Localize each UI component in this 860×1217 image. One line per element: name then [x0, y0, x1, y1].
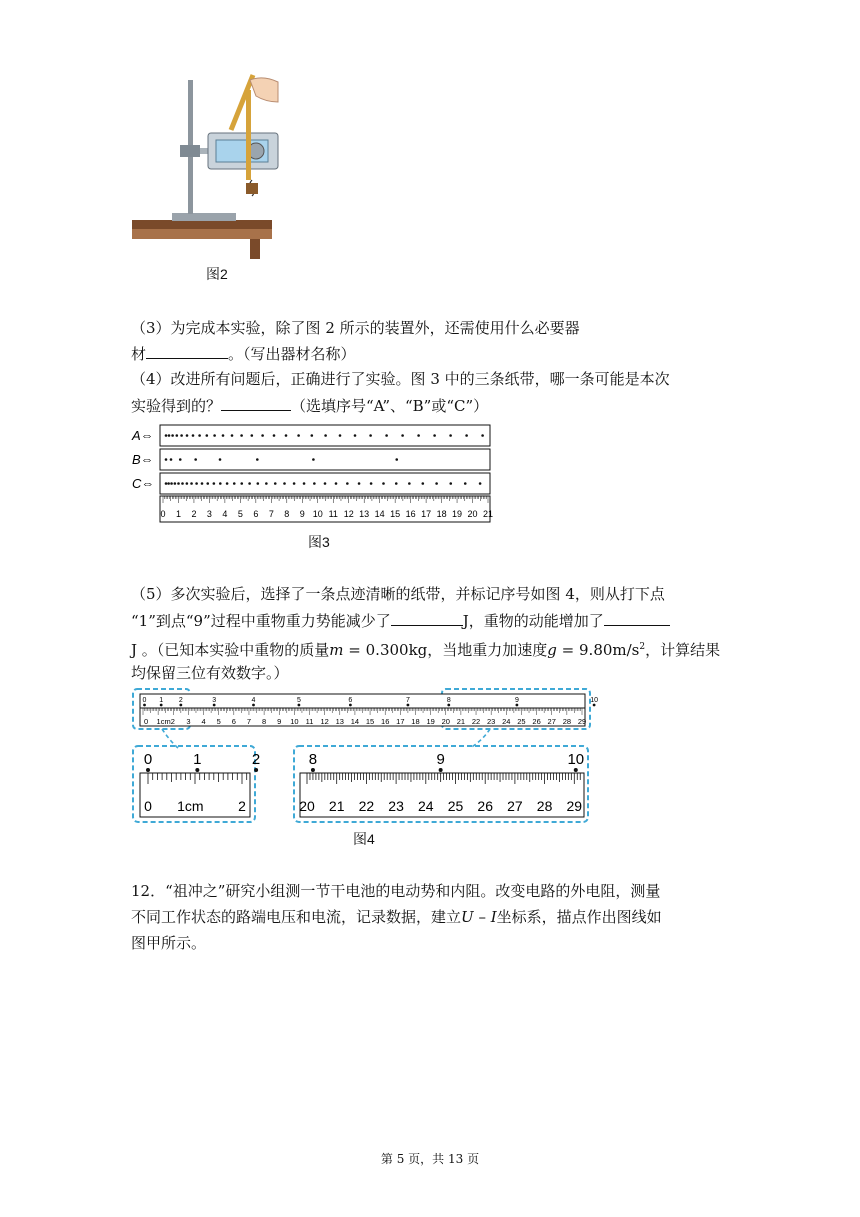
zoom-scale-number: 0 — [144, 798, 152, 814]
tape-dot — [176, 434, 179, 437]
tape-dot — [256, 458, 259, 461]
ruler-number: 3 — [206, 509, 212, 519]
figure4-ruler — [130, 686, 599, 826]
zoom-scale-number: 1cm — [177, 798, 204, 814]
tape-dot — [192, 434, 195, 437]
tape-point — [593, 704, 596, 707]
tape-dot — [481, 434, 484, 437]
tape-dot — [433, 434, 436, 437]
tape-point — [298, 704, 301, 707]
tape-dot — [170, 482, 173, 485]
ruler-number: 20 — [467, 509, 478, 519]
tape-dot — [226, 482, 229, 485]
ruler-number: 18 — [411, 717, 420, 726]
zoom-scale-number: 24 — [418, 798, 434, 814]
tape-dot — [177, 482, 180, 485]
q5-line3 — [131, 636, 720, 661]
tape-dot — [283, 482, 286, 485]
q4-line1: （4）改进所有问题后，正确进行了实验。图 3 中的三条纸带，哪一条可能是本次 — [131, 370, 670, 388]
tape-dot — [358, 482, 361, 485]
ruler-number: 16 — [381, 717, 390, 726]
tape-dot — [171, 434, 174, 437]
tape-dot — [435, 482, 438, 485]
ruler-number: 28 — [562, 717, 572, 726]
tape-dot — [382, 482, 385, 485]
q5-line4: 均保留三位有效数字。） — [131, 664, 289, 682]
tape-label: A⇔ — [132, 428, 154, 443]
tape-dot — [339, 434, 342, 437]
ruler-number: 11 — [305, 717, 314, 726]
tape-dot — [335, 482, 338, 485]
ruler-number: 4 — [222, 509, 228, 519]
tape-dot — [313, 482, 316, 485]
tape-dot — [354, 434, 357, 437]
ruler-number: 24 — [502, 717, 511, 726]
tape-dot — [206, 482, 209, 485]
ruler-number: 6 — [253, 509, 259, 519]
zoom-scale-number: 23 — [388, 798, 404, 814]
tape-dot — [240, 482, 243, 485]
ruler-number: 10 — [290, 717, 299, 726]
tape-dot — [222, 434, 225, 437]
tape-point-label: 0 — [142, 697, 147, 704]
tape-label: B⇔ — [132, 452, 154, 467]
ruler-number: 23 — [487, 717, 496, 726]
ruler-number: 17 — [396, 717, 405, 726]
tape-point — [252, 704, 255, 707]
tape-point-label: 2 — [178, 697, 183, 704]
ruler-number: 3 — [186, 717, 191, 726]
ruler-number: 25 — [517, 717, 526, 726]
tape-point — [516, 704, 519, 707]
ruler-number: 0 — [160, 509, 166, 519]
tape-point-label: 6 — [348, 697, 353, 704]
ruler-number: 8 — [262, 717, 267, 726]
tape-point — [160, 704, 163, 707]
tape-dot — [170, 458, 173, 461]
tape-dot — [248, 482, 251, 485]
q4-line2-pre: 实验得到的？ — [131, 397, 222, 415]
q3-line1: （3）为完成本实验，除了图 2 所示的装置外，还需使用什么必要器 — [131, 319, 580, 337]
tape-dot — [219, 482, 222, 485]
tape-dot — [449, 482, 452, 485]
ruler-number: 14 — [374, 509, 385, 519]
q4-line2 — [131, 394, 488, 417]
tape-dot — [464, 482, 467, 485]
tape-point-label: 8 — [446, 697, 451, 704]
tape-dot — [251, 434, 254, 437]
tape-dot — [213, 434, 216, 437]
tape-dot — [195, 482, 198, 485]
ruler-number: 19 — [452, 509, 463, 519]
q5-blank-potential[interactable] — [391, 609, 463, 626]
tape-dot — [165, 458, 168, 461]
ruler-number: 20 — [441, 717, 450, 726]
zoom-point-label: 9 — [436, 751, 445, 768]
tape-b — [160, 449, 490, 470]
tape-point-label: 3 — [212, 697, 217, 704]
tape-point-label: 4 — [251, 697, 256, 704]
tape-dot — [297, 434, 300, 437]
tape-point-label: 1 — [159, 697, 164, 704]
zoom-scale-number: 25 — [447, 798, 464, 814]
q5-line1: （5）多次实验后，选择了一条点迹清晰的纸带，并标记序号如图 4，则从打下点 — [131, 585, 665, 603]
var-U: U — [461, 908, 474, 926]
zoom-point — [254, 768, 258, 772]
var-dash: – — [473, 908, 491, 926]
mass-value: = 0.300kg — [343, 641, 428, 659]
tape-dot — [190, 482, 193, 485]
zoom-scale-number: 20 — [299, 798, 315, 814]
ruler-number: 16 — [405, 509, 416, 519]
tape-dot — [168, 434, 171, 437]
tape-dot — [422, 482, 425, 485]
ruler-number: 21 — [482, 509, 494, 519]
ruler-number: 9 — [299, 509, 305, 519]
q3-line2-post: 。（写出器材名称） — [228, 345, 356, 363]
tape-dot — [257, 482, 260, 485]
q5-line2-pre: “1”到点“9”过程中重物重力势能减少了 — [131, 612, 391, 630]
zoom-scale-number: 28 — [536, 798, 553, 814]
g-variable: g — [547, 641, 557, 659]
tape-dot — [206, 434, 209, 437]
q4-answer-blank[interactable] — [221, 394, 291, 411]
q12-line1: 12．“祖冲之”研究小组测一节干电池的电动势和内阻。改变电路的外电阻，测量 — [131, 882, 661, 900]
tape-point — [143, 704, 146, 707]
q3-line2-pre: 材 — [131, 345, 147, 363]
ruler-number: 5 — [237, 509, 243, 519]
zoom-point — [574, 768, 578, 772]
tape-dot — [324, 482, 327, 485]
tape-point-label: 7 — [405, 697, 410, 704]
tape-dot — [198, 434, 201, 437]
tape-dot — [312, 458, 315, 461]
q5-line3-mid: ，当地重力加速度 — [427, 641, 548, 659]
tape-dot — [369, 434, 372, 437]
ruler-number: 12 — [343, 509, 354, 519]
tape-dot — [233, 482, 236, 485]
zoom-point — [311, 768, 315, 772]
ruler-number: 27 — [547, 717, 556, 726]
q5-line3-pre: J 。（已知本实验中重物的质量 — [131, 641, 330, 659]
zoom-point-label: 8 — [308, 751, 318, 768]
figure2-caption: 图2 — [206, 266, 228, 282]
tape-point — [213, 704, 216, 707]
ruler-number: 22 — [471, 717, 481, 726]
tape-dot — [181, 482, 184, 485]
ruler-number: 2 — [191, 509, 197, 519]
ruler-number: 19 — [426, 717, 435, 726]
zoom-point-label: 10 — [567, 751, 585, 768]
tape-point — [447, 704, 450, 707]
ruler-number: 12 — [320, 717, 329, 726]
var-I: I — [490, 908, 497, 926]
tape-dot — [273, 434, 276, 437]
ruler-number: 0 — [143, 717, 149, 726]
tape-point — [179, 704, 182, 707]
ruler-number: 15 — [390, 509, 401, 519]
zoom-point-label: 1 — [193, 751, 202, 768]
ruler-number: 7 — [246, 717, 252, 726]
figure2-apparatus — [128, 70, 278, 265]
tape-dot — [285, 434, 288, 437]
ruler-number: 17 — [421, 509, 432, 519]
q12-line3: 图甲所示。 — [131, 934, 207, 952]
ruler-number: 15 — [365, 717, 375, 726]
tape-dot — [324, 434, 327, 437]
zoom-scale-number: 29 — [566, 798, 583, 814]
figure3-tapes — [130, 420, 495, 525]
zoom-scale-number: 21 — [328, 798, 345, 814]
tape-dot — [201, 482, 204, 485]
q4-line2-post: （选填序号“A”、“B”或“C”） — [291, 397, 489, 415]
tape-point-label: 10 — [590, 697, 599, 704]
tape-dot — [174, 482, 177, 485]
tape-point-label: 5 — [296, 697, 301, 704]
tape-dot — [186, 482, 189, 485]
tape-dot — [165, 434, 168, 437]
tape-dot — [179, 458, 182, 461]
ruler-number: 9 — [277, 717, 282, 726]
tape-point — [349, 704, 352, 707]
zoom-point — [146, 768, 150, 772]
ruler-number: 1 — [175, 509, 181, 519]
zoom-scale-number: 2 — [238, 798, 246, 814]
tape-dot — [408, 482, 411, 485]
tape-point — [407, 704, 410, 707]
ruler-number: 6 — [231, 717, 236, 726]
q12-line2-pre: 不同工作状态的路端电压和电流，记录数据，建立 — [131, 908, 462, 926]
tape-dot — [395, 482, 398, 485]
ruler-number: 18 — [436, 509, 447, 519]
tape-dot — [194, 458, 197, 461]
q5-line2 — [131, 609, 670, 632]
tape-dot — [274, 482, 277, 485]
figure4-caption: 图4 — [353, 831, 375, 847]
ruler-number: 5 — [216, 717, 221, 726]
g-value: = 9.80m/s — [556, 641, 640, 659]
tape-dot — [165, 482, 168, 485]
tape-dot — [346, 482, 349, 485]
tape-dot — [465, 434, 468, 437]
tape-dot — [180, 434, 183, 437]
q12-line2 — [131, 906, 662, 928]
q5-blank-kinetic[interactable] — [604, 609, 670, 626]
ruler-number: 4 — [201, 717, 206, 726]
table-top — [132, 220, 272, 229]
tape-dot — [265, 482, 268, 485]
mass-variable: m — [329, 641, 344, 659]
tape-dot — [293, 482, 296, 485]
ruler-number: 7 — [268, 509, 274, 519]
tape-dot — [401, 434, 404, 437]
tape-dot — [261, 434, 264, 437]
tape-dot — [219, 458, 222, 461]
ruler-number: 1cm2 — [156, 717, 175, 726]
tape-point-label: 9 — [514, 697, 519, 704]
figure3-caption: 图3 — [308, 534, 330, 550]
tape-dot — [240, 434, 243, 437]
ruler-number: 29 — [577, 717, 587, 726]
ruler-number: 14 — [350, 717, 360, 726]
ruler-number: 21 — [456, 717, 466, 726]
tape-dot — [231, 434, 234, 437]
ruler-number: 13 — [335, 717, 344, 726]
zoom-scale-number: 22 — [358, 798, 375, 814]
tape-dot — [370, 482, 373, 485]
zoom-point — [439, 768, 443, 772]
ruler-number: 26 — [532, 717, 541, 726]
g-exponent: 2 — [639, 642, 646, 652]
ruler-number: 11 — [328, 509, 338, 519]
tape-dot — [479, 482, 482, 485]
tape-dot — [303, 482, 306, 485]
zoom-scale-number: 26 — [477, 798, 493, 814]
page-footer: 第 5 页，共 13 页 — [380, 1152, 480, 1166]
zoom-point — [195, 768, 199, 772]
tape-dot — [417, 434, 420, 437]
tape-dot — [186, 434, 189, 437]
ruler-number: 10 — [312, 509, 323, 519]
ruler-number: 8 — [284, 509, 290, 519]
zoom-point-label: 0 — [143, 751, 153, 768]
zoom-scale-number: 27 — [507, 798, 523, 814]
tape-dot — [385, 434, 388, 437]
tape-dot — [213, 482, 216, 485]
zoom-point-label: 2 — [251, 751, 261, 768]
q5-line3-post: ，计算结果 — [645, 641, 721, 659]
q3-answer-blank[interactable] — [146, 342, 228, 359]
q3-line2 — [131, 342, 356, 365]
tape-dot — [395, 458, 398, 461]
q5-line2-mid: J，重物的动能增加了 — [462, 612, 604, 630]
tape-label: C⇔ — [132, 476, 155, 491]
tape-dot — [311, 434, 314, 437]
q12-line2-post: 坐标系，描点作出图线如 — [496, 908, 662, 926]
ruler-number: 13 — [359, 509, 370, 519]
tape-dot — [449, 434, 452, 437]
tape-dot — [167, 482, 170, 485]
